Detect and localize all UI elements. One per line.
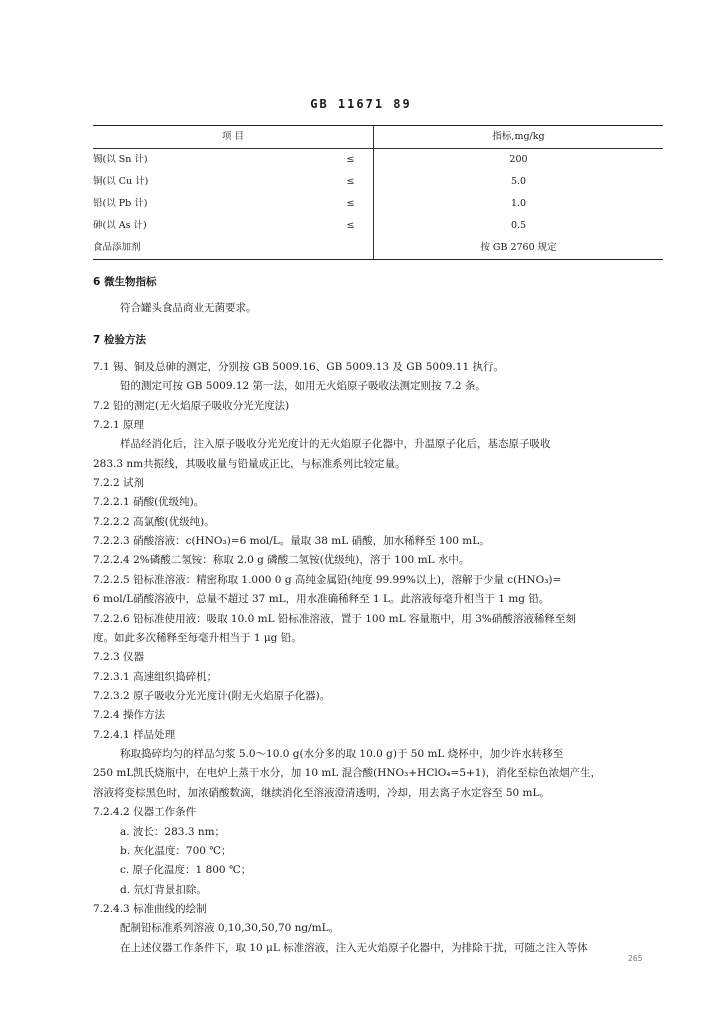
paragraph-line: 铅的测定可按 GB 5009.12 第一法，如用无火焰原子吸收法测定则按 7.2 条。 (120, 380, 486, 392)
clause-line: 7.2.3.1 高速组织捣碎机； (93, 671, 218, 683)
list-item: b. 灰化温度：700 ℃； (120, 845, 232, 857)
row-symbol: ≤ (346, 154, 355, 165)
table-header-row (93, 126, 663, 149)
row-item: 食品添加剂 (93, 242, 141, 253)
table-row (93, 149, 663, 172)
header-item: 项 目 (221, 131, 245, 142)
clause-line: 7.2.2.4 2%磷酸二氢铵：称取 2.0 g 磷酸二氢铵(优级纯)，溶于 100 mL 水中。 (93, 554, 470, 566)
paragraph-line: 在上述仪器工作条件下，取 10 μL 标准溶液，注入无火焰原子化器中，为排除干扰，可随之注入等体 (120, 942, 588, 954)
table-row (93, 215, 663, 237)
row-item: 砷(以 As 计) (93, 220, 147, 231)
clause-heading: 7.2.1 原理 (93, 419, 145, 431)
row-value: 5.0 (374, 171, 664, 193)
standard-code-header: GB 11671 89 (310, 97, 412, 111)
clause-line: 7.1 锡、铜及总砷的测定，分别按 GB 5009.16、GB 5009.13 及 GB 5009.11 执行。 (93, 361, 504, 373)
paragraph-line: 250 mL凯氏烧瓶中，在电炉上蒸干水分，加 10 mL 混合酸(HNO₃+HClO₄=5+1)，消化至棕色浓烟产生， (93, 767, 602, 779)
clause-heading: 7.2.4.3 标准曲线的绘制 (93, 903, 207, 915)
clause-heading: 7.2.4.1 样品处理 (93, 729, 176, 741)
header-limit: 指标,mg/kg (374, 126, 664, 149)
clause-heading: 7.2.3 仪器 (93, 651, 145, 663)
list-item: c. 原子化温度：1 800 ℃； (120, 864, 252, 876)
row-value: 0.5 (374, 215, 664, 237)
clause-heading: 7.2 铅的测定(无火焰原子吸收分光光度法) (93, 400, 290, 412)
row-value: 200 (374, 149, 664, 172)
paragraph-line: 6 mol/L硝酸溶液中，总量不超过 37 mL，用水准确稀释至 1 L。此溶液每毫升相当于 1 mg 铅。 (93, 593, 550, 605)
limits-table (93, 125, 663, 260)
row-symbol: ≤ (346, 198, 355, 209)
row-item: 铅(以 Pb 计) (93, 198, 148, 209)
paragraph-line: 符合罐头食品商业无菌要求。 (120, 302, 257, 314)
page-number: 265 (628, 954, 643, 963)
clause-line: 7.2.2.6 铅标准使用液：吸取 10.0 mL 铅标准溶液，置于 100 mL 容量瓶中，用 3%硝酸溶液稀释至刻 (93, 613, 576, 625)
section-7-heading: 7 检验方法 (93, 334, 146, 346)
clause-line: 7.2.2.2 高氯酸(优级纯)。 (93, 516, 215, 528)
paragraph-line: 度。如此多次稀释至每毫升相当于 1 μg 铅。 (93, 632, 302, 644)
clause-heading: 7.2.4.2 仪器工作条件 (93, 806, 197, 818)
row-symbol (328, 237, 374, 260)
row-item: 锡(以 Sn 计) (93, 154, 148, 165)
section-6-heading: 6 微生物指标 (93, 276, 157, 288)
paragraph-line: 溶液将变棕黑色时，加浓硝酸数滴，继续消化至溶液澄清透明，冷却，用去离子水定容至 50 mL。 (93, 787, 550, 799)
table-row (93, 237, 663, 260)
list-item: d. 氘灯背景扣除。 (120, 884, 207, 896)
clause-line: 7.2.2.5 铅标准溶液：精密称取 1.000 0 g 高纯金属铅(纯度 99.99%以上)，溶解于少量 c(HNO₃)= (93, 574, 562, 586)
clause-line: 7.2.2.3 硝酸溶液：c(HNO₃)=6 mol/L。量取 38 mL 硝酸，加水稀释至 100 mL。 (93, 535, 490, 547)
clause-line: 7.2.3.2 原子吸收分光光度计(附无火焰原子化器)。 (93, 690, 331, 702)
paragraph-line: 样品经消化后，注入原子吸收分光光度计的无火焰原子化器中，升温原子化后，基态原子吸收 (120, 438, 551, 450)
row-value: 按 GB 2760 规定 (374, 237, 664, 260)
table-row (93, 171, 663, 193)
row-value: 1.0 (374, 193, 664, 215)
row-item: 铜(以 Cu 计) (93, 176, 149, 187)
clause-line: 7.2.2.1 硝酸(优级纯)。 (93, 496, 205, 508)
list-item: a. 波长：283.3 nm； (120, 826, 226, 838)
paragraph-line: 283.3 nm共振线，其吸收量与铅量成正比，与标准系列比较定量。 (93, 458, 406, 470)
paragraph-line: 配制铅标准系列溶液 0,10,30,50,70 ng/mL。 (120, 922, 340, 934)
paragraph-line: 称取捣碎均匀的样品匀浆 5.0～10.0 g(水分多的取 10.0 g)于 50 mL 烧杯中，加少许水转移至 (120, 748, 564, 760)
row-symbol: ≤ (346, 176, 355, 187)
row-symbol: ≤ (346, 220, 355, 231)
clause-heading: 7.2.2 试剂 (93, 477, 145, 489)
clause-heading: 7.2.4 操作方法 (93, 709, 166, 721)
table-row (93, 193, 663, 215)
